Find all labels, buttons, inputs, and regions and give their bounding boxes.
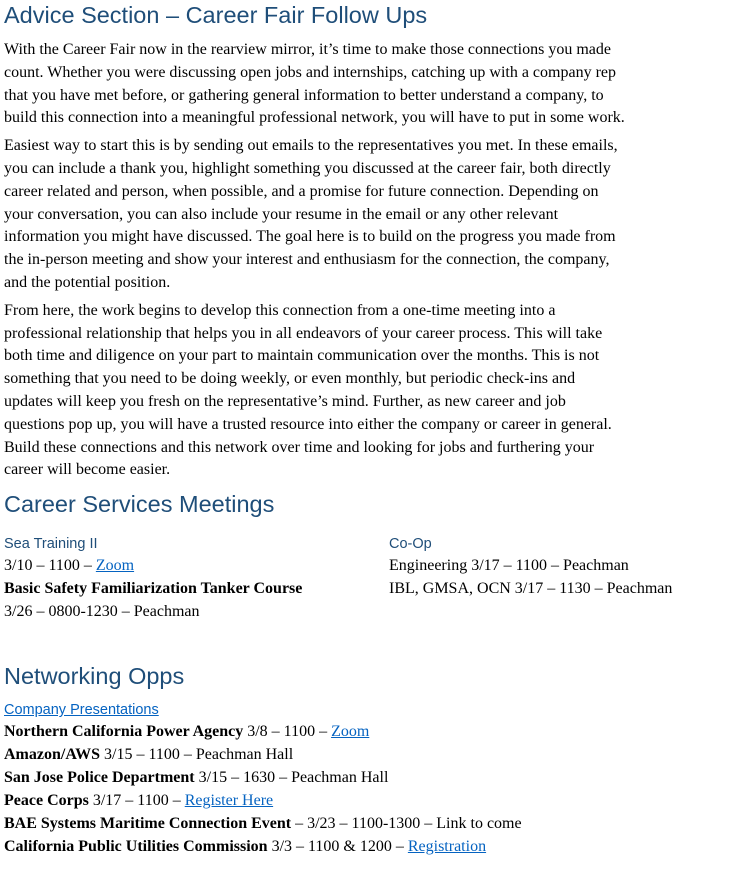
p3-line: professional relationship that helps you in all endeavors of your career process. This will take — [4, 324, 603, 342]
p1-line: count. Whether you were discussing open jobs and internships, catching up with a company rep — [4, 63, 617, 81]
coop-ibl-line: IBL, GMSA, OCN 3/17 – 1130 – Peachman — [389, 580, 673, 598]
sea-training-date: 3/10 – 1100 – — [4, 557, 96, 575]
coop-title: Co-Op — [389, 536, 432, 553]
org-name: BAE Systems Maritime Connection Event — [4, 815, 292, 833]
org-details: 3/15 – 1630 – Peachman Hall — [194, 769, 389, 787]
org-name: San Jose Police Department — [4, 769, 195, 787]
advice-paragraph-3 — [4, 300, 732, 482]
org-registration-link[interactable]: Registration — [407, 838, 487, 856]
p2-line: Easiest way to start this is by sending out emails to the representatives you met. In these emails, — [4, 137, 618, 155]
p3-line: updates will keep you fresh on the representative’s mind. Further, as new career and job — [4, 392, 566, 410]
org-name: Amazon/AWS — [4, 746, 101, 764]
org-name: California Public Utilities Commission — [4, 838, 268, 856]
newsletter-page — [4, 0, 732, 859]
networking-heading: Networking Opps — [4, 663, 185, 690]
networking-item — [4, 744, 732, 767]
sea-training-zoom-link[interactable]: Zoom — [95, 557, 135, 575]
advice-paragraph-1 — [4, 39, 732, 130]
org-details: 3/8 – 1100 – — [243, 723, 332, 741]
coop-column — [389, 533, 672, 601]
org-register-link[interactable]: Register Here — [184, 792, 274, 810]
p2-line: you can include a thank you, highlight something you discussed at the career fair, both directly — [4, 159, 611, 177]
org-zoom-link[interactable]: Zoom — [331, 723, 370, 741]
p3-line: questions pop up, you will have a trusted resource into either the company or career in general. — [4, 415, 612, 433]
org-details: – 3/23 – 1100-1300 – Link to come — [291, 815, 522, 833]
advice-heading: Advice Section – Career Fair Follow Ups — [4, 2, 428, 28]
networking-item — [4, 836, 732, 859]
networking-list — [4, 721, 732, 859]
p2-line: and the potential position. — [4, 273, 171, 291]
p2-line: career related and person, when possible, and a promise for future connection. Depending on — [4, 182, 599, 200]
p3-line: From here, the work begins to develop this connection from a one-time meeting into a — [4, 301, 556, 319]
meetings-columns — [4, 533, 732, 625]
p2-line: the in-person meeting and show your interest and enthusiasm for the connection, the company, — [4, 251, 610, 269]
sea-training-title: Sea Training II — [4, 536, 98, 553]
p1-line: build this connection into a meaningful professional network, you will have to put in some work. — [4, 109, 625, 127]
p2-line: information you might have discussed. The goal here is to build on the progress you made from — [4, 228, 616, 246]
coop-engineering-line: Engineering 3/17 – 1100 – Peachman — [389, 557, 629, 575]
p1-line: that you have met before, or gathering general information to better understand a company, to — [4, 86, 604, 104]
org-details: 3/17 – 1100 – — [88, 792, 185, 810]
company-presentations-link[interactable]: Company Presentations — [4, 702, 159, 719]
org-name: Peace Corps — [4, 792, 89, 810]
org-details: 3/15 – 1100 – Peachman Hall — [100, 746, 294, 764]
p3-line: both time and diligence on your part to maintain communication over the months. This is not — [4, 347, 600, 365]
networking-item — [4, 790, 732, 813]
networking-item — [4, 767, 732, 790]
sea-training-zoom-line — [4, 555, 302, 578]
p1-line: With the Career Fair now in the rearview mirror, it’s time to make those connections you made — [4, 41, 611, 58]
p3-line: something that you need to be doing weekly, or even monthly, but periodic check-ins and — [4, 370, 576, 388]
meetings-heading: Career Services Meetings — [4, 491, 275, 518]
p3-line: Build these connections and this network over time and looking for jobs and furthering your — [4, 438, 595, 456]
tanker-course-date: 3/26 – 0800-1230 – Peachman — [4, 603, 200, 621]
networking-item — [4, 721, 732, 744]
p3-line: career will become easier. — [4, 461, 171, 479]
org-details: 3/3 – 1100 & 1200 – — [267, 838, 408, 856]
networking-item — [4, 813, 732, 836]
org-name: Northern California Power Agency — [4, 723, 244, 741]
sea-training-column — [4, 533, 302, 624]
advice-paragraph-2 — [4, 135, 732, 295]
p2-line: your conversation, you can also include your resume in the email or any other relevant — [4, 205, 559, 223]
tanker-course-title: Basic Safety Familiarization Tanker Course — [4, 580, 303, 598]
